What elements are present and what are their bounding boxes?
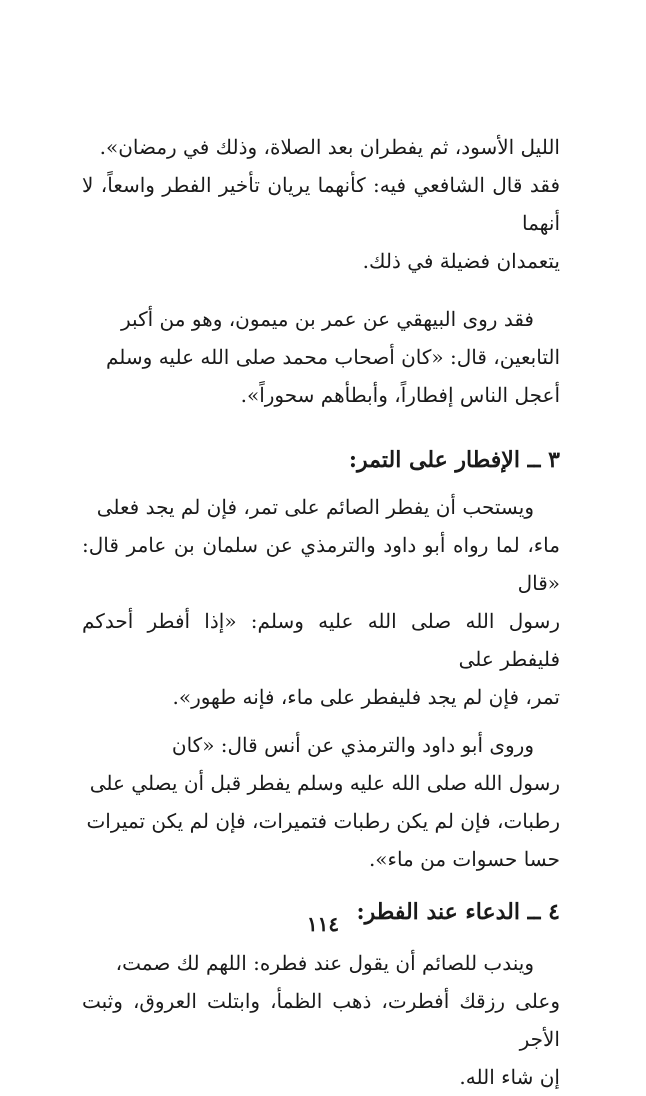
text-line: يتعمدان فضيلة في ذلك.: [362, 249, 560, 273]
page-number: ١١٤: [306, 912, 340, 936]
paragraph-dua: [82, 944, 560, 1096]
text-line: رسول الله صلى الله عليه وسلم يفطر قبل أن يصلي على: [89, 771, 560, 795]
text-line: وعلى رزقك أفطرت، ذهب الظمأ، وابتلت العروق، وثبت الأجر: [82, 989, 560, 1051]
section-heading-dua: ٤ ــ الدعاء عند الفطر:: [356, 899, 560, 925]
text-line: رطبات، فإن لم يكن رطبات فتميرات، فإن لم يكن تميرات: [86, 809, 560, 833]
text-line: فقد روى البيهقي عن عمر بن ميمون، وهو من أكبر: [121, 307, 534, 331]
paragraph-continuation: [82, 128, 560, 280]
text-line: الليل الأسود، ثم يفطران بعد الصلاة، وذلك في رمضان».: [99, 135, 560, 159]
page-body: [82, 128, 560, 1096]
text-line: حسا حسوات من ماء».: [368, 847, 560, 871]
paragraph-anas: [82, 726, 560, 878]
text-line: التابعين، قال: «كان أصحاب محمد صلى الله عليه وسلم: [105, 345, 560, 369]
text-line: ماء، لما رواه أبو داود والترمذي عن سلمان بن عامر قال: «قال: [82, 533, 560, 595]
text-line: فقد قال الشافعي فيه: كأنهما يريان تأخير الفطر واسعاً، لا أنهما: [82, 173, 560, 235]
text-line: وروى أبو داود والترمذي عن أنس قال: «كان: [171, 733, 534, 757]
text-line: ويندب للصائم أن يقول عند فطره: اللهم لك صمت،: [115, 951, 534, 975]
text-line: رسول الله صلى الله عليه وسلم: «إذا أفطر أحدكم فليفطر على: [82, 609, 560, 671]
text-line: أعجل الناس إفطاراً، وأبطأهم سحوراً».: [240, 383, 560, 407]
paragraph-bayhaqi: [82, 300, 560, 414]
text-line: تمر، فإن لم يجد فليفطر على ماء، فإنه طهور».: [172, 685, 560, 709]
text-line: إن شاء الله.: [459, 1065, 560, 1089]
text-line: ويستحب أن يفطر الصائم على تمر، فإن لم يجد فعلى: [96, 495, 534, 519]
paragraph-dates: [82, 488, 560, 716]
section-heading-iftar-dates: ٣ ــ الإفطار على التمر:: [348, 447, 560, 473]
